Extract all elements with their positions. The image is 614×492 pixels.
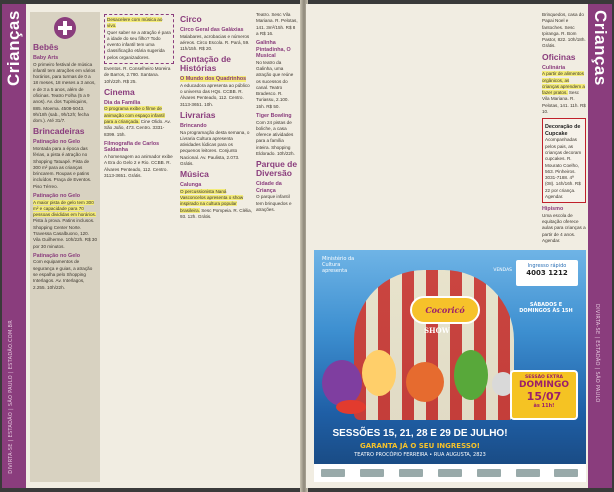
text-galinha: No teatro da Galinha, uma atração que reúne os sucessos do canal. Teatro Bradesco. R. Turiassu, 2.100. 15h. R$ 50. — [256, 59, 294, 109]
text-baby-arts: O primeiro festival de música infantil tem atrações em vários horários, para turmas de 0 a 18 meses, 18 meses a 3 anos, e de 3 a 5 anos, além de oficinas. Teatro Folha (5 a 9 anos). Av. dos Tupiniquins, 885. Moema. 4508-5043. 9h/18h (sab., 9h/12h; fecha dom.). Até 31/7. — [33, 61, 96, 124]
heading-brincadeiras: Brincadeiras — [33, 126, 85, 137]
section-title-right: Crianças — [591, 10, 610, 86]
advertisement — [314, 250, 586, 482]
left-page — [2, 4, 302, 488]
folio-right: DIVIRTA-SE | ESTADÃO | SÃO PAULO — [594, 304, 600, 403]
text-cupcake: Acompanhadas pelos pais, as crianças decoram cupcakes. R. Mourato Coelho, 563. Pinheiros. 3031-7188. 4ª (08). 14h/16h. R$ 22 por criança. Agendar. — [545, 137, 582, 200]
show-label: SHOW — [424, 326, 450, 335]
title-circo: Circo Geral das Galáxias — [180, 27, 244, 33]
section-tab-right — [588, 4, 612, 488]
extra-day: DOMINGO — [519, 380, 569, 390]
heading-oficinas: Oficinas — [542, 51, 576, 62]
note-text: Quer saber se a atração é para a idade do seu filho? Todo evento infantil tem uma classificação etária sugerida pelos organizadores. — [107, 29, 171, 60]
text-calunga-rest: Sesc Pompeia. R. Clélia, 93. 12h. Grátis. — [180, 207, 252, 220]
ad-vendas: VENDAS — [493, 268, 512, 273]
title-cupcake: Decoração de Cupcake — [545, 124, 581, 137]
title-calunga: Calunga — [180, 182, 202, 189]
text-culinaria-rest: Sesc Vila Mariana. R. Pelotas, 141. 11h. R$ 10. — [542, 90, 586, 115]
section-title-left: Crianças — [4, 10, 23, 86]
text-dia-rest: Cine Olido. Av. São João, 473. Centro. 3331-8399. 15h. — [104, 119, 171, 137]
text-continued: Teatro. Sesc Vila Mariana. R. Pelotas, 141. 3m²/15h. R$ 8 a R$ 16. — [256, 12, 298, 36]
sponsor-logo — [516, 469, 540, 477]
ad-ticket-phone: 4003 1212 — [526, 269, 568, 277]
ad-ticket-label: Ingresso rápido — [527, 263, 567, 269]
sponsor-logo — [360, 469, 384, 477]
highlight: A partir de alimentos orgânicos, as crianças aprendem a fazer pratos. — [542, 71, 585, 96]
heading-musica: Música — [180, 169, 209, 180]
text-circo: Malabares, acrobacias e números aéreos. Circo Escola. R. Pará, 59. 11h/15h. R$ 20. — [180, 33, 250, 52]
text-tiger: Com 24 pistas de boliche, a casa oferece atividades para a família inteira. Shopping Eldorado. 10h/22h. — [256, 119, 295, 157]
highlight-box-cupcake — [542, 118, 586, 203]
title-tiger: Tiger Bowling — [256, 113, 292, 120]
highlight: A maior pista de gelo tem 300 m² e capacidade para 70 pessoas divididas em horários. — [33, 199, 97, 218]
extra-label: SESSÃO EXTRA — [524, 375, 564, 380]
show-logo: Cocoricó — [410, 296, 480, 324]
sponsor-bar — [314, 464, 586, 482]
text-cidade: O parque infantil tem brinquedos e atrações. — [256, 194, 292, 212]
ad-ticket-box — [516, 260, 578, 286]
column-4 — [256, 12, 298, 482]
text-mundo-quadrinhos: A educadora apresenta ao público o universo das HQs. CCBB. R. Álvares Penteado, 112. Centro. 3113-3651. 10h. — [180, 82, 250, 107]
puppet-character — [362, 350, 396, 396]
puppet-character — [454, 350, 488, 400]
highlight: O programa exibe o filme de animação com espaço infantil para a criançada. — [104, 106, 165, 125]
text-patinacao-3: Com equipamentos de segurança e guias, a atração se espalha pelo Shopping Interlagos. Av. Interlagos, 2.255. 10h/22h. — [33, 259, 93, 290]
ad-sabados: SÁBADOS E DOMINGOS ÀS 15H — [519, 302, 573, 314]
sponsor-logo — [477, 469, 501, 477]
ad-teatro: TEATRO PROCÓPIO FERREIRA • RUA AUGUSTA, 2823 — [354, 452, 486, 458]
sponsor-logo — [399, 469, 423, 477]
text-patinacao-1: Montada para a época das férias, a pista é atração no Shopping Tatuapé. Pista de 300 m² para as crianças brincarem. Roupas e patins incluídos. Praça de Eventos. Piso Térreo. — [33, 145, 92, 189]
plus-icon — [54, 17, 76, 39]
text-patinacao-2-rest: Pista à prova. Patins inclusos. Shopping Center Norte. Travessa Casalbuono, 120. Vila Guilherme. 10h/22h. R$ 30 por 30 minutos. — [33, 218, 98, 249]
text-calunga — [180, 189, 252, 220]
puppet-character — [336, 400, 366, 414]
heading-circo: Circo — [180, 14, 202, 24]
puppet-character — [406, 362, 444, 402]
title-galinha: Galinha Pintadinha, O Musical — [256, 40, 291, 60]
heading-bebes: Bebês — [33, 42, 59, 52]
title-hipismo: Hipismo — [542, 206, 564, 213]
title-patinacao-1: Patinação no Gelo — [33, 139, 81, 146]
sponsor-logo — [554, 469, 578, 477]
text-hipismo: Uma escola de equitação oferece aulas para crianças a partir de 4 anos. Agendar. — [542, 212, 586, 244]
title-mundo-quadrinhos: O Mundo dos Quadrinhos — [180, 76, 247, 83]
section-tab-left — [2, 4, 26, 488]
column-3 — [180, 12, 252, 482]
heading-cinema: Cinema — [104, 86, 135, 97]
text-continued-right: Brinquedos, casa do Papai Noel e fantoches. Sesc Ipiranga. R. Bom Pastor, 822. 10h/18h. Grátis. — [542, 12, 586, 49]
text-culinaria — [542, 71, 586, 115]
title-dia-familia: Dia da Família — [104, 99, 141, 106]
info-note — [104, 14, 174, 64]
text-patinacao-2 — [33, 200, 97, 250]
note-highlight: Desacelere com música ao vivo. — [107, 17, 163, 29]
heading-contacao: Contação de Histórias — [180, 54, 232, 74]
heading-parque: Parque de Diversão — [256, 159, 298, 179]
sponsor-logo — [321, 469, 345, 477]
title-patinacao-2: Patinação no Gelo — [33, 193, 81, 200]
puppet-character — [322, 360, 362, 406]
title-filmografia: Filmografia de Carlos Saldanha — [104, 140, 160, 154]
column-1 — [30, 12, 100, 482]
extra-time: às 11h! — [533, 403, 555, 409]
text-filmografia: A homenagem ao animador exibe A Era do Gelo 2 e Rio. CCBB. R. Álvares Penteado, 112. Centro. 3113-3651. Grátis. — [104, 153, 173, 178]
column-2 — [104, 12, 174, 482]
title-culinaria: Culinária — [542, 64, 566, 71]
heading-livrarias: Livrarias — [180, 110, 216, 121]
highlight: O percussionista Naná Vasconcelos apresenta o show inspirado na cultura popular brasileira. — [180, 188, 244, 213]
right-page — [306, 4, 612, 488]
title-baby-arts: Baby Arts — [33, 55, 59, 61]
extra-session-badge — [510, 370, 578, 420]
ad-ministry: Ministério da Cultura apresenta — [322, 256, 355, 274]
title-cidade: Cidade da Criança — [256, 181, 282, 194]
folio-left: DIVIRTA-SE | ESTADÃO | SÃO PAULO | ESTADÃO.COM.BR — [8, 320, 14, 474]
extra-date: 15/07 — [526, 390, 562, 403]
text-dia-familia — [104, 106, 174, 137]
title-brincando: Brincando — [180, 123, 207, 130]
text-eventos: Eventos. R. Conselheiro Moreira de Barros, 2.780. Santana. 10h/22h. R$ 25. — [104, 66, 171, 84]
ad-garanta: GARANTA JÁ O SEU INGRESSO! — [360, 442, 480, 450]
sponsor-logo — [438, 469, 462, 477]
text-brincando: Na programação desta semana, o Livraria Cultura apresenta atividades lúdicas para os pequenos leitores. Conjunto Nacional. Av. Paulista, 2.073. Grátis. — [180, 129, 250, 167]
ad-dates: SESSÕES 15, 21, 28 E 29 DE JULHO! — [332, 428, 508, 439]
title-patinacao-3: Patinação no Gelo — [33, 252, 81, 259]
